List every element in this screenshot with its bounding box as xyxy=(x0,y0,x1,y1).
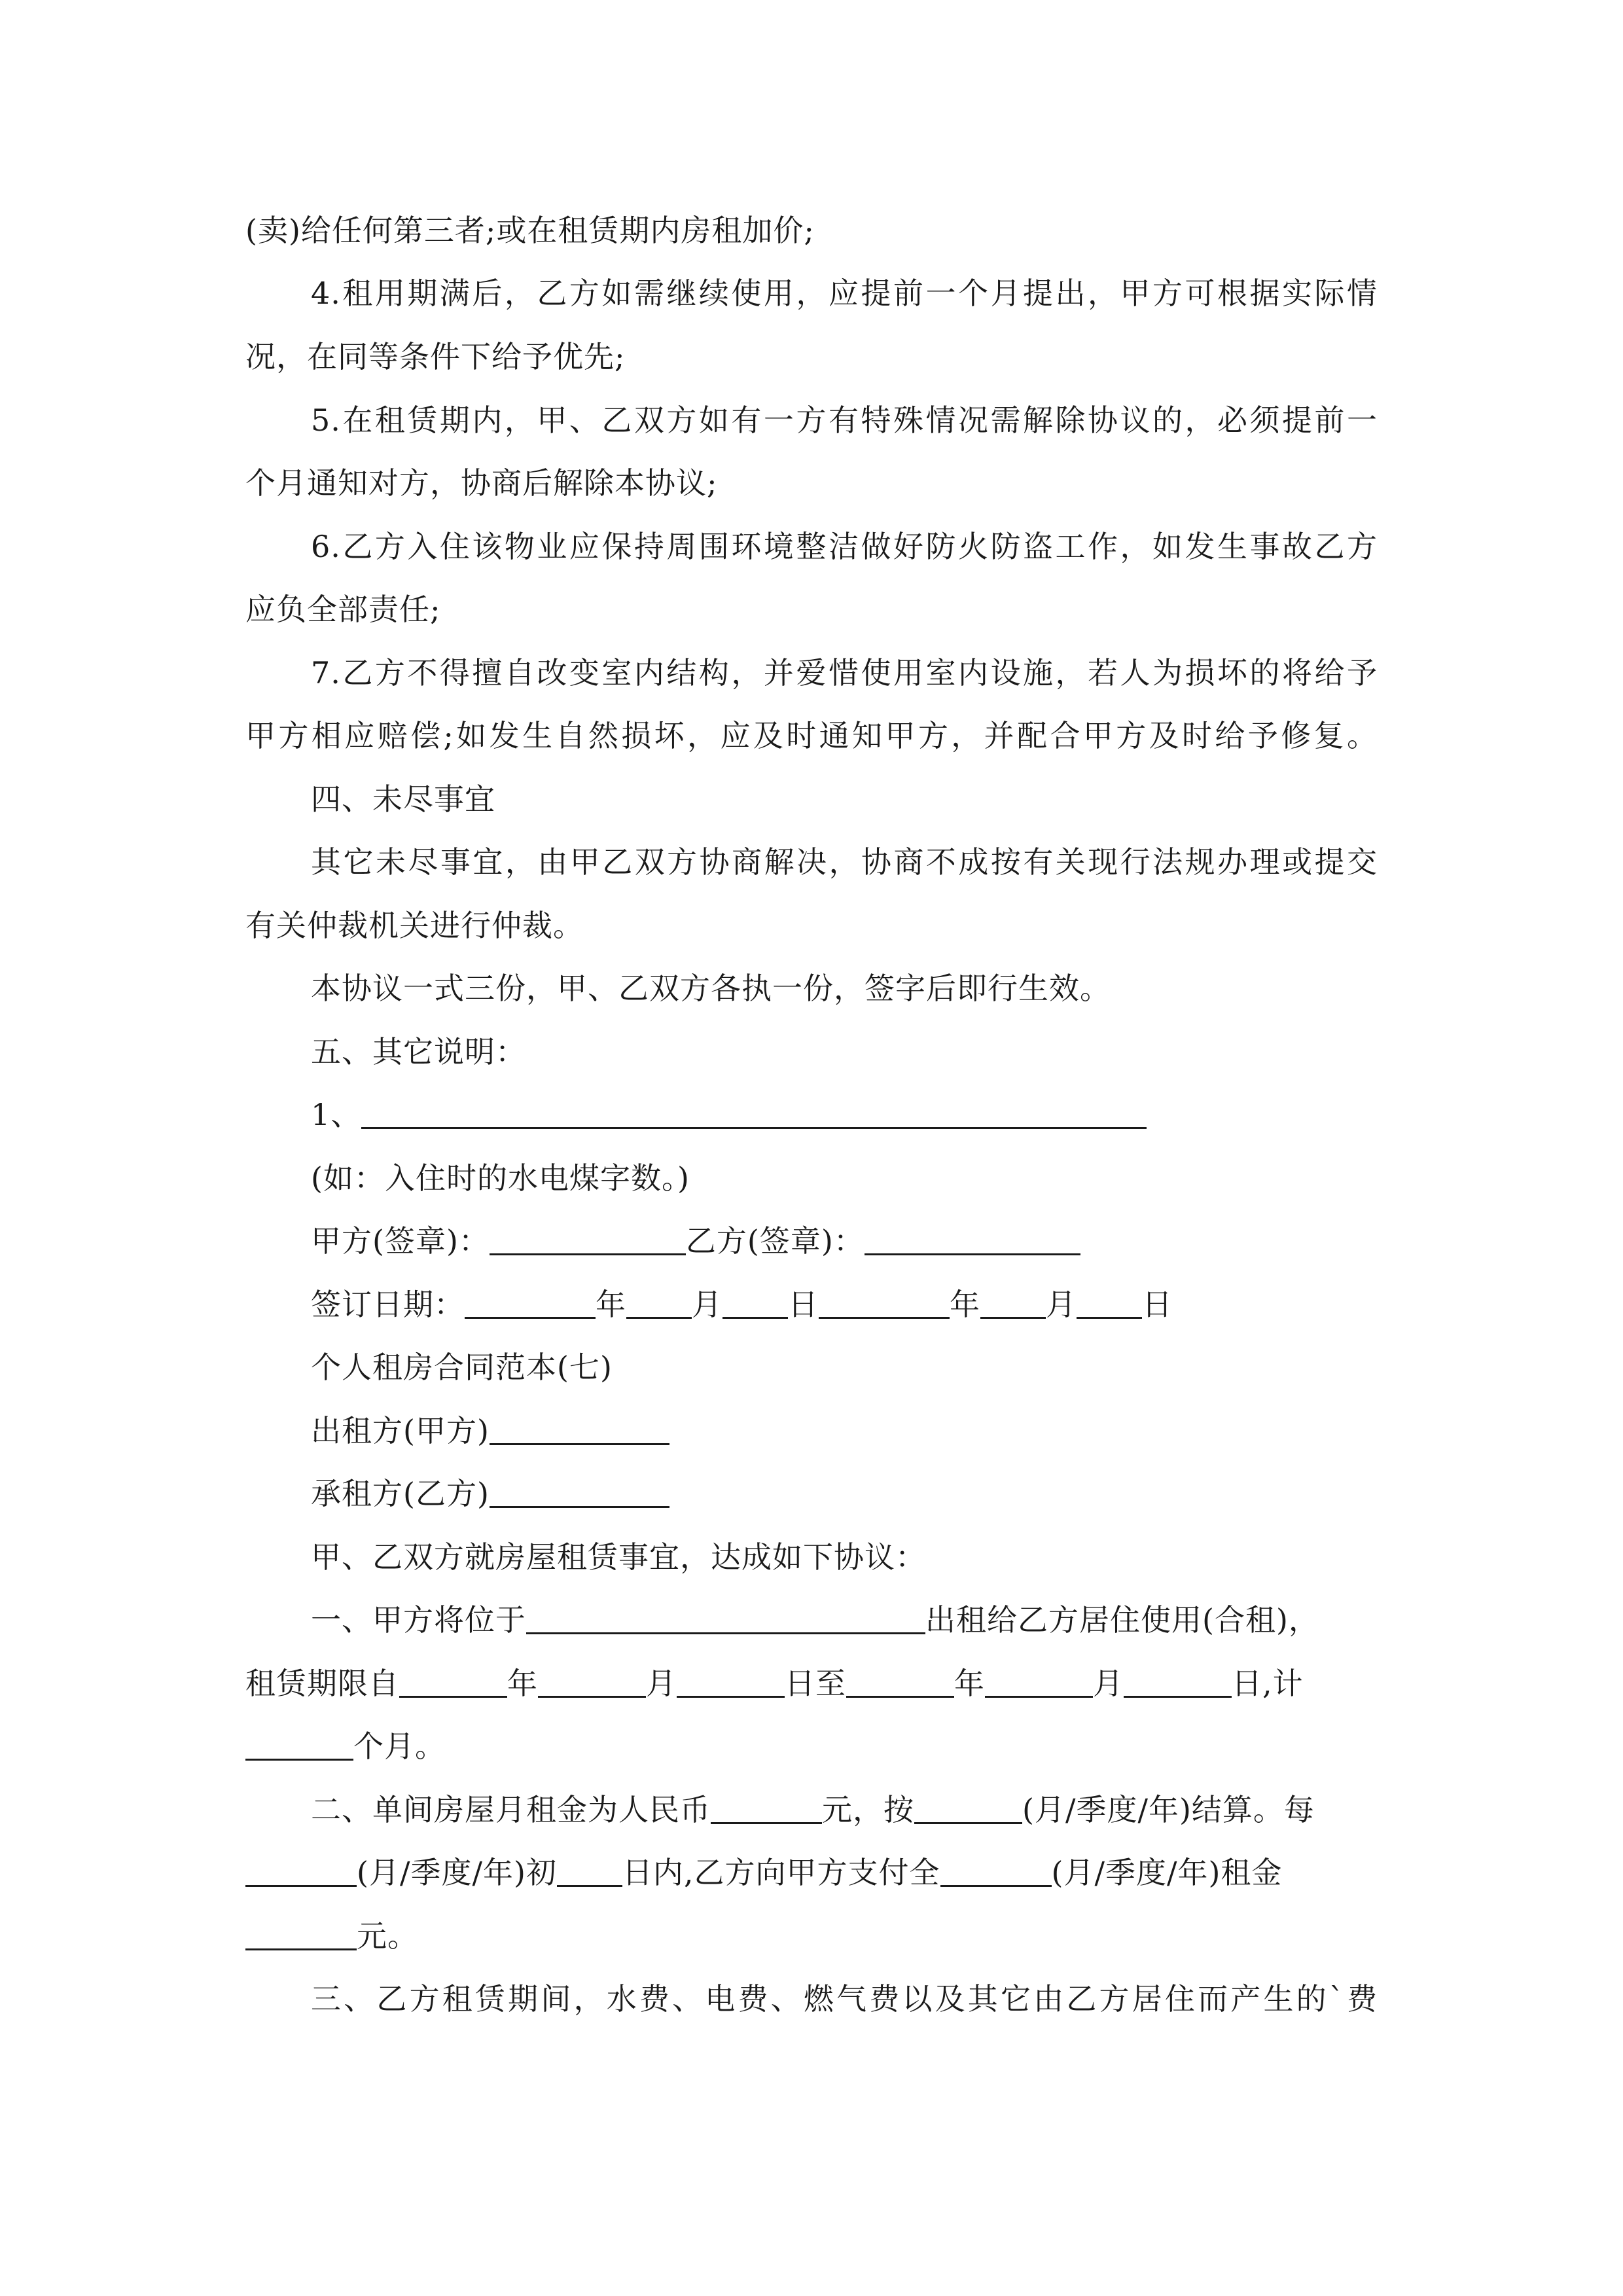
months-label: 个月。 xyxy=(353,1729,446,1764)
lessor-label: 出租方(甲方) xyxy=(311,1413,490,1448)
clause-5-line-1: 5.在租赁期内，甲、乙双方如有一方有特殊情况需解除协议的，必须提前一 xyxy=(311,403,1378,438)
date-day-label: 日 xyxy=(788,1287,819,1322)
article-1-line-3 xyxy=(245,1727,446,1766)
clause-6-line-1: 6.乙方入住该物业应保持周围环境整洁做好防火防盗工作，如发生事故乙方 xyxy=(311,529,1378,564)
sign-date-line xyxy=(311,1285,1173,1324)
article-2-line-1 xyxy=(311,1790,1315,1829)
date-year-label: 年 xyxy=(596,1287,626,1322)
sign-date-label: 签订日期： xyxy=(311,1287,465,1322)
text-line: (卖)给任何第三者;或在租赁期内房租加价; xyxy=(245,213,815,248)
clause-6-line-2: 应负全部责任; xyxy=(245,592,441,627)
fill-blank xyxy=(490,1477,669,1508)
fill-blank xyxy=(819,1288,950,1319)
contract-title: 个人租房合同范本(七) xyxy=(311,1350,613,1385)
date-month-label: 月 xyxy=(692,1287,722,1322)
yuan-label: 元，按 xyxy=(822,1792,914,1827)
lessee-line xyxy=(311,1474,669,1513)
article-1-line-2 xyxy=(245,1664,1304,1703)
clause-7-line-2: 甲方相应赔偿;如发生自然损坏，应及时通知甲方，并配合甲方及时给予修复。 xyxy=(245,718,1378,753)
fill-blank xyxy=(245,1920,357,1950)
section-5-heading: 五、其它说明： xyxy=(311,1034,526,1069)
period-start-label: (月/季度/年)初 xyxy=(357,1855,557,1890)
rent-period-label: (月/季度/年)租金 xyxy=(1051,1855,1283,1890)
payment-text: 日内,乙方向甲方支付全 xyxy=(622,1855,940,1890)
party-b-signature-label: 乙方(签章)： xyxy=(685,1223,865,1259)
article-2-line-2 xyxy=(245,1853,1282,1892)
copies-statement: 本协议一式三份，甲、乙双方各执一份，签字后即行生效。 xyxy=(311,971,1111,1006)
rent-text: 二、单间房屋月租金为人民币 xyxy=(311,1792,711,1827)
fill-blank xyxy=(538,1667,646,1698)
yuan-end-label: 元。 xyxy=(357,1918,418,1954)
fill-blank xyxy=(626,1288,692,1319)
fill-blank xyxy=(980,1288,1046,1319)
fill-blank xyxy=(711,1793,822,1824)
note-item-1 xyxy=(311,1095,1147,1134)
clause-7-line-1: 7.乙方不得擅自改变室内结构，并爱惜使用室内设施，若人为损坏的将给予 xyxy=(311,655,1378,691)
party-a-signature-label: 甲方(签章)： xyxy=(311,1223,490,1259)
lease-term-label: 租赁期限自 xyxy=(245,1666,399,1701)
fill-blank xyxy=(245,1856,357,1887)
article-1-text: 一、甲方将位于 xyxy=(311,1602,526,1638)
fill-blank xyxy=(722,1288,788,1319)
fill-blank xyxy=(361,1098,1147,1129)
agreement-intro: 甲、乙双方就房屋租赁事宜，达成如下协议： xyxy=(311,1539,926,1575)
year-label: 年 xyxy=(507,1666,538,1701)
lessee-label: 承租方(乙方) xyxy=(311,1476,490,1511)
fill-blank xyxy=(846,1667,954,1698)
article-1-line-1 xyxy=(311,1600,1319,1640)
fill-blank xyxy=(914,1793,1022,1824)
article-1-text-cont: 出租给乙方居住使用(合租)， xyxy=(925,1602,1319,1638)
section-4-text-line-1: 其它未尽事宜，由甲乙双方协商解决，协商不成按有关现行法规办理或提交 xyxy=(311,844,1378,880)
day-to-label: 日至 xyxy=(785,1666,846,1701)
clause-5-line-2: 个月通知对方，协商后解除本协议; xyxy=(245,465,718,501)
fill-blank xyxy=(1124,1667,1232,1698)
fill-blank xyxy=(399,1667,507,1698)
article-3-line-1: 三、乙方租赁期间，水费、电费、燃气费以及其它由乙方居住而产生的`费 xyxy=(311,1981,1378,2017)
fill-blank xyxy=(526,1604,925,1634)
clause-4-line-1: 4.租用期满后，乙方如需继续使用，应提前一个月提出，甲方可根据实际情 xyxy=(311,276,1378,311)
month-label: 月 xyxy=(1093,1666,1124,1701)
signature-line xyxy=(311,1221,1080,1261)
fill-blank xyxy=(490,1225,686,1255)
fill-blank xyxy=(245,1730,353,1761)
date-day-label: 日 xyxy=(1142,1287,1173,1322)
note-item-1-label: 1、 xyxy=(311,1097,362,1132)
note-example: (如：入住时的水电煤字数。) xyxy=(311,1160,690,1196)
fill-blank xyxy=(865,1225,1080,1255)
fill-blank xyxy=(465,1288,596,1319)
fill-blank xyxy=(940,1856,1052,1887)
year-label: 年 xyxy=(954,1666,985,1701)
fill-blank xyxy=(557,1856,622,1887)
month-label: 月 xyxy=(646,1666,677,1701)
fill-blank xyxy=(1077,1288,1142,1319)
article-2-line-3 xyxy=(245,1916,418,1956)
clause-4-line-2: 况，在同等条件下给予优先; xyxy=(245,339,626,374)
fill-blank xyxy=(985,1667,1093,1698)
fill-blank xyxy=(677,1667,785,1698)
section-4-text-line-2: 有关仲裁机关进行仲裁。 xyxy=(245,908,584,943)
date-year-label: 年 xyxy=(950,1287,980,1322)
lessor-line xyxy=(311,1411,669,1450)
settlement-label: (月/季度/年)结算。每 xyxy=(1022,1792,1315,1827)
day-total-label: 日,计 xyxy=(1232,1666,1304,1701)
section-4-heading: 四、未尽事宜 xyxy=(311,781,495,817)
date-month-label: 月 xyxy=(1046,1287,1077,1322)
fill-blank xyxy=(490,1414,669,1445)
